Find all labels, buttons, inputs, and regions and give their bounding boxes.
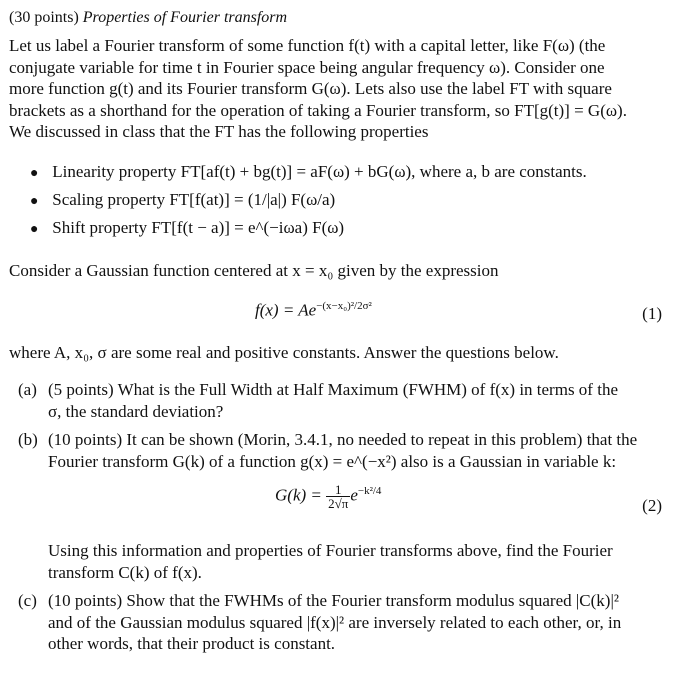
- question-b-continued: [18, 540, 666, 583]
- question-a-label: (a): [18, 380, 37, 399]
- question-b-body: [48, 429, 666, 472]
- equation-1-number: (1): [642, 304, 662, 323]
- property-text: Shift property FT[f(t − a)] = e^(−iωa) F(ω): [52, 218, 345, 237]
- eq1-lhs: f(x) = Ae: [255, 300, 317, 320]
- intro-paragraph: [9, 35, 664, 143]
- eq2-exp-base: e: [350, 485, 358, 505]
- question-a-line: σ, the standard deviation?: [48, 401, 224, 421]
- problem-topic: Properties of Fourier transform: [82, 9, 288, 26]
- intro-line: conjugate variable for time t in Fourier space being angular frequency ω). Consider one: [9, 57, 605, 77]
- bullet-icon: ●: [30, 222, 39, 237]
- intro-line: Let us label a Fourier transform of some function f(t) with a capital letter, like F(ω) (the: [9, 36, 606, 55]
- bullet-icon: ●: [30, 194, 39, 209]
- question-c-label: (c): [18, 591, 37, 610]
- question-a-body: [48, 379, 666, 422]
- question-b-label: (b): [18, 430, 38, 449]
- bullet-icon: ●: [30, 166, 39, 181]
- eq2-lhs: G(k) =: [275, 485, 322, 505]
- question-b-after-line: transform C(k) of f(x).: [48, 562, 202, 582]
- gaussian-intro-text: Consider a Gaussian function centered at x = x₀ given by the expression: [9, 261, 499, 280]
- question-b-line: (10 points) It can be shown (Morin, 3.4.1, no needed to repeat in this problem) that the: [48, 430, 638, 449]
- constants-text: where A, x₀, σ are some real and positive constants. Answer the questions below.: [9, 343, 559, 362]
- equation-2: [275, 483, 381, 510]
- question-c: [18, 590, 666, 655]
- eq2-exponent: −k²/4: [357, 484, 382, 497]
- problem-points: (30 points): [9, 9, 79, 26]
- intro-line: more function g(t) and its Fourier transform G(ω). Lets also use the label FT with square: [9, 79, 612, 98]
- question-c-line: other words, that their product is constant.: [48, 634, 336, 653]
- question-b-after: [48, 540, 666, 583]
- property-text: Linearity property FT[af(t) + bg(t)] = aF(ω) + bG(ω), where a, b are constants.: [52, 162, 587, 181]
- eq2-fraction-denominator: 2√π: [328, 496, 349, 511]
- question-c-line: and of the Gaussian modulus squared |f(x)|² are inversely related to each other, or, in: [48, 612, 622, 632]
- property-item-linearity: [30, 158, 587, 186]
- question-c-body: [48, 590, 666, 655]
- intro-line: We discussed in class that the FT has the following properties: [9, 122, 429, 141]
- intro-line: brackets as a shorthand for the operation of taking a Fourier transform, so FT[g(t)] = G(ω).: [9, 100, 627, 120]
- property-text: Scaling property FT[f(at)] = (1/|a|) F(ω/a): [52, 190, 336, 209]
- question-a: [18, 379, 666, 422]
- properties-list: [30, 158, 587, 242]
- property-item-shift: [30, 214, 587, 242]
- gaussian-intro: [9, 260, 664, 282]
- eq2-fraction-numerator: 1: [326, 483, 350, 497]
- equation-1: [255, 300, 372, 321]
- equation-2-number: (2): [642, 496, 662, 515]
- question-b-line: Fourier transform G(k) of a function g(x) = e^(−x²) also is a Gaussian in variable k:: [48, 451, 617, 471]
- question-b: [18, 429, 666, 472]
- eq2-fraction: [326, 483, 350, 510]
- property-item-scaling: [30, 186, 587, 214]
- question-c-line: (10 points) Show that the FWHMs of the Fourier transform modulus squared |C(k)|²: [48, 591, 619, 610]
- question-a-line: (5 points) What is the Full Width at Half Maximum (FWHM) of f(x) in terms of the: [48, 380, 618, 399]
- question-b-after-line: Using this information and properties of Fourier transforms above, find the Fourier: [48, 541, 613, 560]
- problem-title: [9, 8, 287, 28]
- eq1-exponent: −(x−x₀)²/2σ²: [316, 300, 372, 312]
- constants-paragraph: [9, 342, 664, 364]
